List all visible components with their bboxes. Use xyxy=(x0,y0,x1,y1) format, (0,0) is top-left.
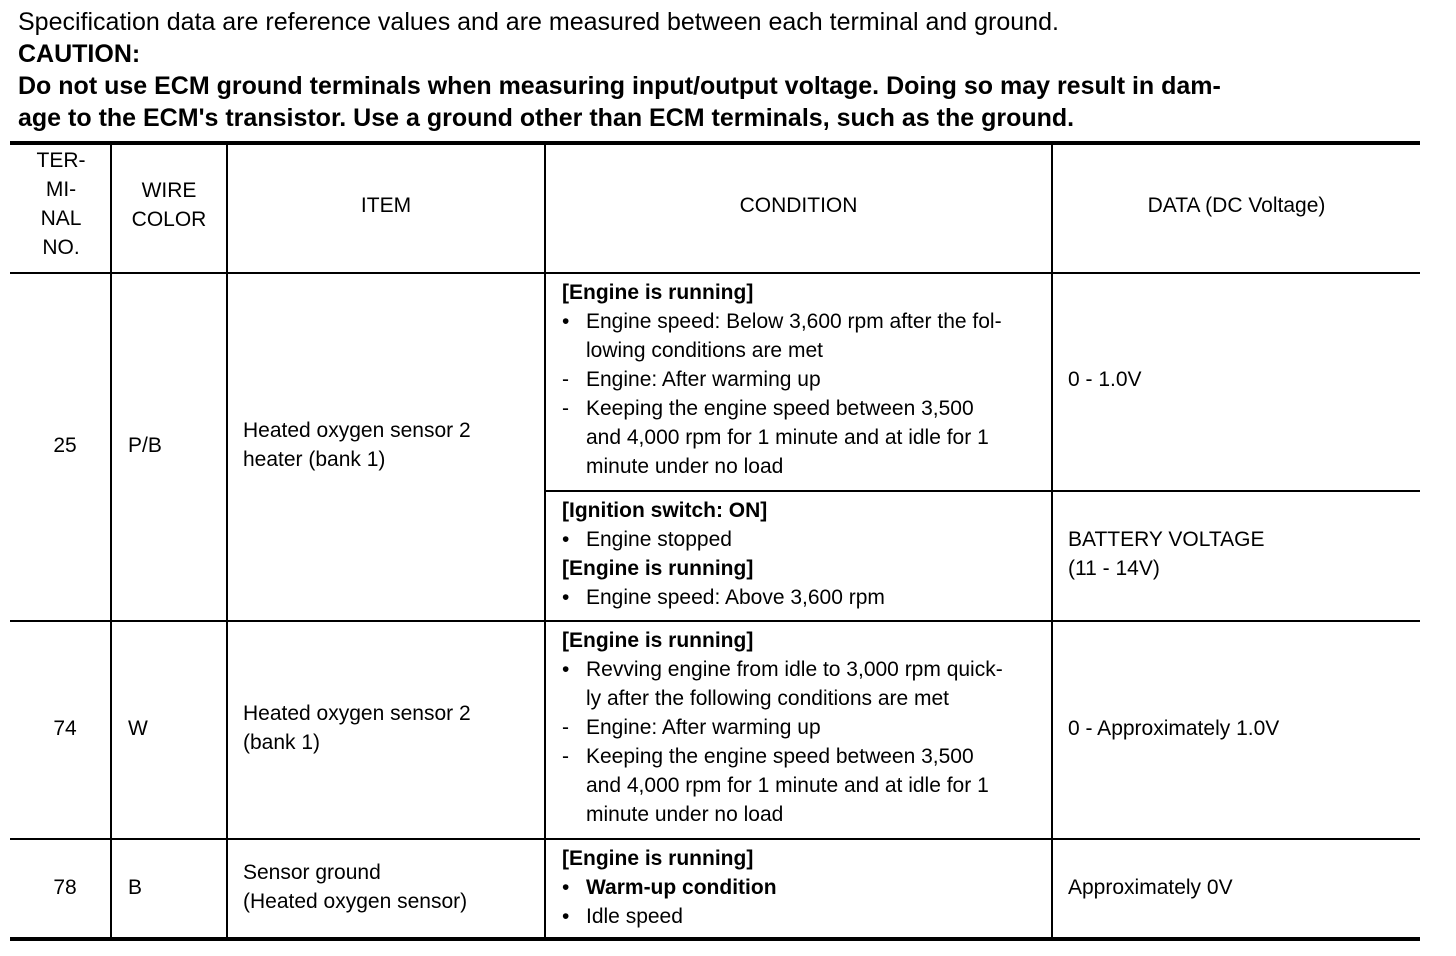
col-rule-2 xyxy=(226,143,228,939)
header-data: DATA (DC Voltage) xyxy=(1147,194,1326,217)
header-condition: CONDITION xyxy=(739,194,858,217)
bullet-mark: - xyxy=(562,368,569,391)
bullet-mark: • xyxy=(562,905,570,928)
header-wire-line: COLOR xyxy=(131,208,207,231)
condition-25-a xyxy=(562,278,1047,481)
bullet-text: Keeping the engine speed between 3,500 xyxy=(586,397,974,420)
bullet-text: minute under no load xyxy=(586,803,784,826)
item-line: heater (bank 1) xyxy=(243,448,386,471)
bullet-mark: • xyxy=(562,586,570,609)
row-rule-1 xyxy=(10,620,1420,622)
condition-bullet xyxy=(562,307,1047,336)
condition-25-b xyxy=(562,496,1047,612)
data-line: (11 - 14V) xyxy=(1068,557,1160,580)
terminal-25: 25 xyxy=(53,434,77,457)
bullet-text: Warm-up condition xyxy=(586,876,777,899)
condition-bullet xyxy=(562,394,1047,423)
item-74 xyxy=(243,699,471,757)
header-terminal-line: TER- xyxy=(36,149,86,172)
wire-color-74: W xyxy=(128,717,148,740)
wire-color-25: P/B xyxy=(128,434,162,457)
bullet-text: Engine speed: Below 3,600 rpm after the fol- xyxy=(586,310,1002,333)
condition-heading: [Engine is running] xyxy=(562,281,754,304)
condition-bullet xyxy=(562,713,1047,742)
bullet-text: ly after the following conditions are met xyxy=(586,687,950,710)
bullet-text: and 4,000 rpm for 1 minute and at idle for 1 xyxy=(586,426,989,449)
bullet-mark: • xyxy=(562,310,570,333)
sub-row-rule xyxy=(545,490,1420,492)
data-78: Approximately 0V xyxy=(1068,876,1233,899)
intro-text: Specification data are reference values and are measured between each terminal and ground. xyxy=(18,8,1059,36)
col-rule-1 xyxy=(110,143,112,939)
table-bottom-rule xyxy=(10,937,1420,941)
wire-color-78: B xyxy=(128,876,143,899)
condition-continuation xyxy=(562,423,1047,452)
data-25-b xyxy=(1068,525,1264,583)
condition-74 xyxy=(562,626,1047,829)
bullet-text: Engine: After warming up xyxy=(586,368,821,391)
header-terminal-line: MI- xyxy=(45,178,77,201)
caution-line-1: Do not use ECM ground terminals when measuring input/output voltage. Doing so may result in dam- xyxy=(18,72,1221,100)
bullet-text: Keeping the engine speed between 3,500 xyxy=(586,745,974,768)
header-wire-color xyxy=(112,176,226,234)
header-terminal-line: NAL xyxy=(40,207,82,230)
item-line: Sensor ground xyxy=(243,861,381,884)
condition-heading: [Engine is running] xyxy=(562,557,754,580)
header-terminal-line: NO. xyxy=(42,236,80,259)
bullet-mark: • xyxy=(562,876,570,899)
condition-heading: [Engine is running] xyxy=(562,629,754,652)
condition-continuation xyxy=(562,452,1047,481)
bullet-mark: - xyxy=(562,716,569,739)
condition-continuation xyxy=(562,800,1047,829)
col-rule-4 xyxy=(1051,143,1053,939)
condition-continuation xyxy=(562,771,1047,800)
item-78 xyxy=(243,858,467,916)
condition-78 xyxy=(562,844,1047,931)
header-terminal xyxy=(12,146,110,262)
item-line: Heated oxygen sensor 2 xyxy=(243,419,471,442)
table-top-rule xyxy=(10,141,1420,145)
condition-bullet xyxy=(562,742,1047,771)
caution-line-2: age to the ECM's transistor. Use a ground other than ECM terminals, such as the ground. xyxy=(18,104,1075,132)
condition-continuation xyxy=(562,336,1047,365)
header-item: ITEM xyxy=(360,194,412,217)
condition-bullet xyxy=(562,365,1047,394)
bullet-mark: • xyxy=(562,658,570,681)
bullet-mark: - xyxy=(562,397,569,420)
header-wire-line: WIRE xyxy=(141,179,197,202)
bullet-text: lowing conditions are met xyxy=(586,339,823,362)
col-rule-3 xyxy=(544,143,546,939)
terminal-78: 78 xyxy=(53,876,77,899)
item-line: (bank 1) xyxy=(243,731,321,754)
condition-heading: [Ignition switch: ON] xyxy=(562,499,768,522)
bullet-text: Engine stopped xyxy=(586,528,732,551)
condition-bullet xyxy=(562,525,1047,554)
header-rule xyxy=(10,272,1420,274)
bullet-text: Engine speed: Above 3,600 rpm xyxy=(586,586,885,609)
item-line: Heated oxygen sensor 2 xyxy=(243,702,471,725)
condition-bullet xyxy=(562,902,1047,931)
item-line: (Heated oxygen sensor) xyxy=(243,890,468,913)
condition-bullet xyxy=(562,873,1047,902)
bullet-text: and 4,000 rpm for 1 minute and at idle for 1 xyxy=(586,774,989,797)
caution-title: CAUTION: xyxy=(18,40,141,68)
condition-bullet xyxy=(562,583,1047,612)
data-25-a: 0 - 1.0V xyxy=(1068,368,1142,391)
bullet-text: Revving engine from idle to 3,000 rpm quick- xyxy=(586,658,1003,681)
bullet-text: Idle speed xyxy=(586,905,683,928)
bullet-text: Engine: After warming up xyxy=(586,716,821,739)
data-74: 0 - Approximately 1.0V xyxy=(1068,717,1280,740)
bullet-text: minute under no load xyxy=(586,455,784,478)
bullet-mark: - xyxy=(562,745,569,768)
item-25 xyxy=(243,416,471,474)
condition-heading: [Engine is running] xyxy=(562,847,754,870)
terminal-74: 74 xyxy=(53,717,77,740)
condition-bullet xyxy=(562,655,1047,684)
data-line: BATTERY VOLTAGE xyxy=(1068,528,1265,551)
condition-continuation xyxy=(562,684,1047,713)
row-rule-2 xyxy=(10,838,1420,840)
bullet-mark: • xyxy=(562,528,570,551)
